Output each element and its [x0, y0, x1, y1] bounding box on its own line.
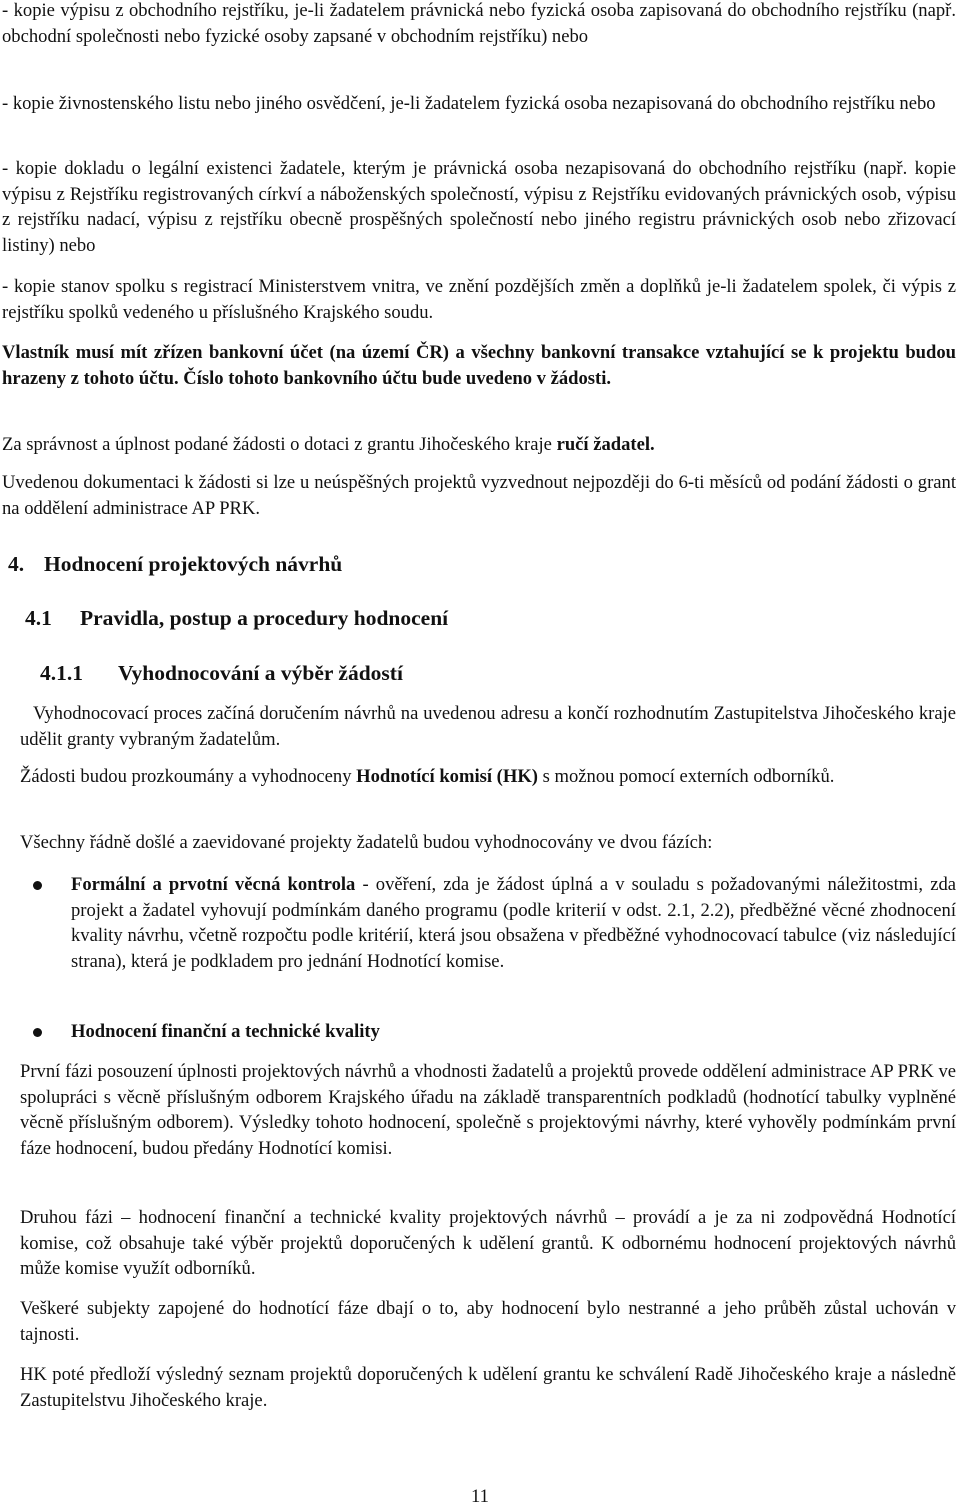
- heading-number: 4.1.1: [40, 661, 83, 685]
- paragraph-association-statutes: - kopie stanov spolku s registrací Ministerstvem vnitra, ve znění pozdějších změn a doplňků je-li žadatelem spolek, či výpis z rejstříku spolků vedeného u příslušného Krajského soudu.: [2, 276, 956, 323]
- responsibility-emphasis: ručí žadatel.: [556, 434, 655, 455]
- paragraph-second-phase: Druhou fázi – hodnocení finanční a technické kvality projektových návrhů – provádí a je za ni zodpovědná Hodnotící komise, což obsahuje také výběr projektů doporučených k udělení grantů. K odbornému hodnocení projektových návrhů může komise využít odborníků.: [20, 1207, 956, 1279]
- paragraph-evaluation-process: Vyhodnocovací proces začíná doručením návrhů na uvedenou adresu a končí rozhodnutím Zastupitelstva Jihočeského kraje udělit granty vybraným žadatelům.: [20, 703, 956, 750]
- bullet-title: Formální a prvotní věcná kontrola: [71, 874, 356, 895]
- heading-section-4: [8, 551, 342, 577]
- bullet-icon: [33, 881, 42, 890]
- responsibility-text: Za správnost a úplnost podané žádosti o dotaci z grantu Jihočeského kraje: [2, 434, 557, 455]
- paragraph-legal-existence: - kopie dokladu o legální existenci žadatele, kterým je právnická osoba nezapisovaná do obchodního rejstříku (např. kopie výpisu z Rejstříku registrovaných církví a náboženských společností, výpisu z Rejstříku evidovaných právnických osob, výpisu z rejstříku nadací, výpisu z rejstříku obecně prospěšných společností nebo jiného registru právnických osob nebo zřizovací listiny) nebo: [2, 158, 956, 256]
- heading-number: 4.: [8, 552, 25, 576]
- paragraph-two-phases: Všechny řádně došlé a zaevidované projekty žadatelů budou vyhodnocovány ve dvou fázích:: [20, 832, 713, 853]
- bullet-financial-quality: Hodnocení finanční a technické kvality: [71, 1021, 380, 1042]
- committee-name: Hodnotící komisí (HK): [356, 766, 538, 787]
- committee-text-start: Žádosti budou prozkoumány a vyhodnoceny: [20, 766, 357, 787]
- heading-section-4-1: [25, 605, 448, 631]
- paragraph-first-phase: První fázi posouzení úplnosti projektových návrhů a vhodnosti žadatelů a projektů provede oddělení administrace AP PRK ve spolupráci s věcně příslušným odborem Krajského úřadu na základě transparentních podkladů (hodnotící tabulky vyplněné věcně příslušným odborem). Výsledky tohoto hodnocení, společně s projektovými návrhy, které vyhověly podmínkám první fáze hodnocení, budou předány Hodnotící komisi.: [20, 1061, 957, 1159]
- committee-text-end: s možnou pomocí externích odborníků.: [538, 766, 835, 787]
- paragraph-confidentiality: Veškeré subjekty zapojené do hodnotící fáze dbají o to, aby hodnocení bylo nestranné a jeho průběh zůstal uchován v tajnosti.: [20, 1298, 956, 1345]
- bullet-icon: [33, 1028, 42, 1037]
- heading-text: Pravidla, postup a procedury hodnocení: [80, 606, 449, 630]
- bullet-formal-check: [71, 872, 956, 974]
- bullet-text: - ověření, zda je žádost úplná a v souladu s požadovanými náležitostmi, zda projekt a žadatel vyhovují podmínkám daného programu (podle kriterií v odst. 2.1, 2.2), předběžné věcné zhodnocení kvality návrhu, včetně rozpočtu podle kritérií, která jsou obsažena v předběžné vyhodnocovací tabulce (viz následující strana), která je podkladem pro jednání Hodnotící komise.: [71, 874, 957, 972]
- paragraph-responsibility: [2, 432, 956, 458]
- paragraph-evaluation-committee: [20, 764, 956, 790]
- paragraph-documentation-pickup: Uvedenou dokumentaci k žádosti si lze u neúspěšných projektů vyzvednout nejpozději do 6-ti měsíců od podání žádosti o grant na oddělení administrace AP PRK.: [2, 472, 956, 519]
- paragraph-bank-account: Vlastník musí mít zřízen bankovní účet (na území ČR) a všechny bankovní transakce vztahující se k projektu budou hrazeny z tohoto účtu. Číslo tohoto bankovního účtu bude uvedeno v žádosti.: [2, 342, 956, 389]
- paragraph-final-approval: HK poté předloží výsledný seznam projektů doporučených k udělení grantu ke schválení Radě Jihočeského kraje a následně Zastupitelstvu Jihočeského kraje.: [20, 1364, 956, 1411]
- heading-number: 4.1: [25, 606, 52, 630]
- page-number: 11: [471, 1486, 489, 1507]
- heading-text: Vyhodnocování a výběr žádostí: [118, 661, 403, 685]
- heading-section-4-1-1: [40, 660, 403, 686]
- heading-text: Hodnocení projektových návrhů: [44, 552, 343, 576]
- paragraph-trade-license: - kopie živnostenského listu nebo jiného osvědčení, je-li žadatelem fyzická osoba nezapisovaná do obchodního rejstříku nebo: [2, 93, 936, 114]
- paragraph-extract-commercial-register: - kopie výpisu z obchodního rejstříku, je-li žadatelem právnická nebo fyzická osoba zapisovaná do obchodního rejstříku (např. obchodní společnosti nebo fyzické osoby zapsané v obchodním rejstříku) nebo: [2, 0, 956, 47]
